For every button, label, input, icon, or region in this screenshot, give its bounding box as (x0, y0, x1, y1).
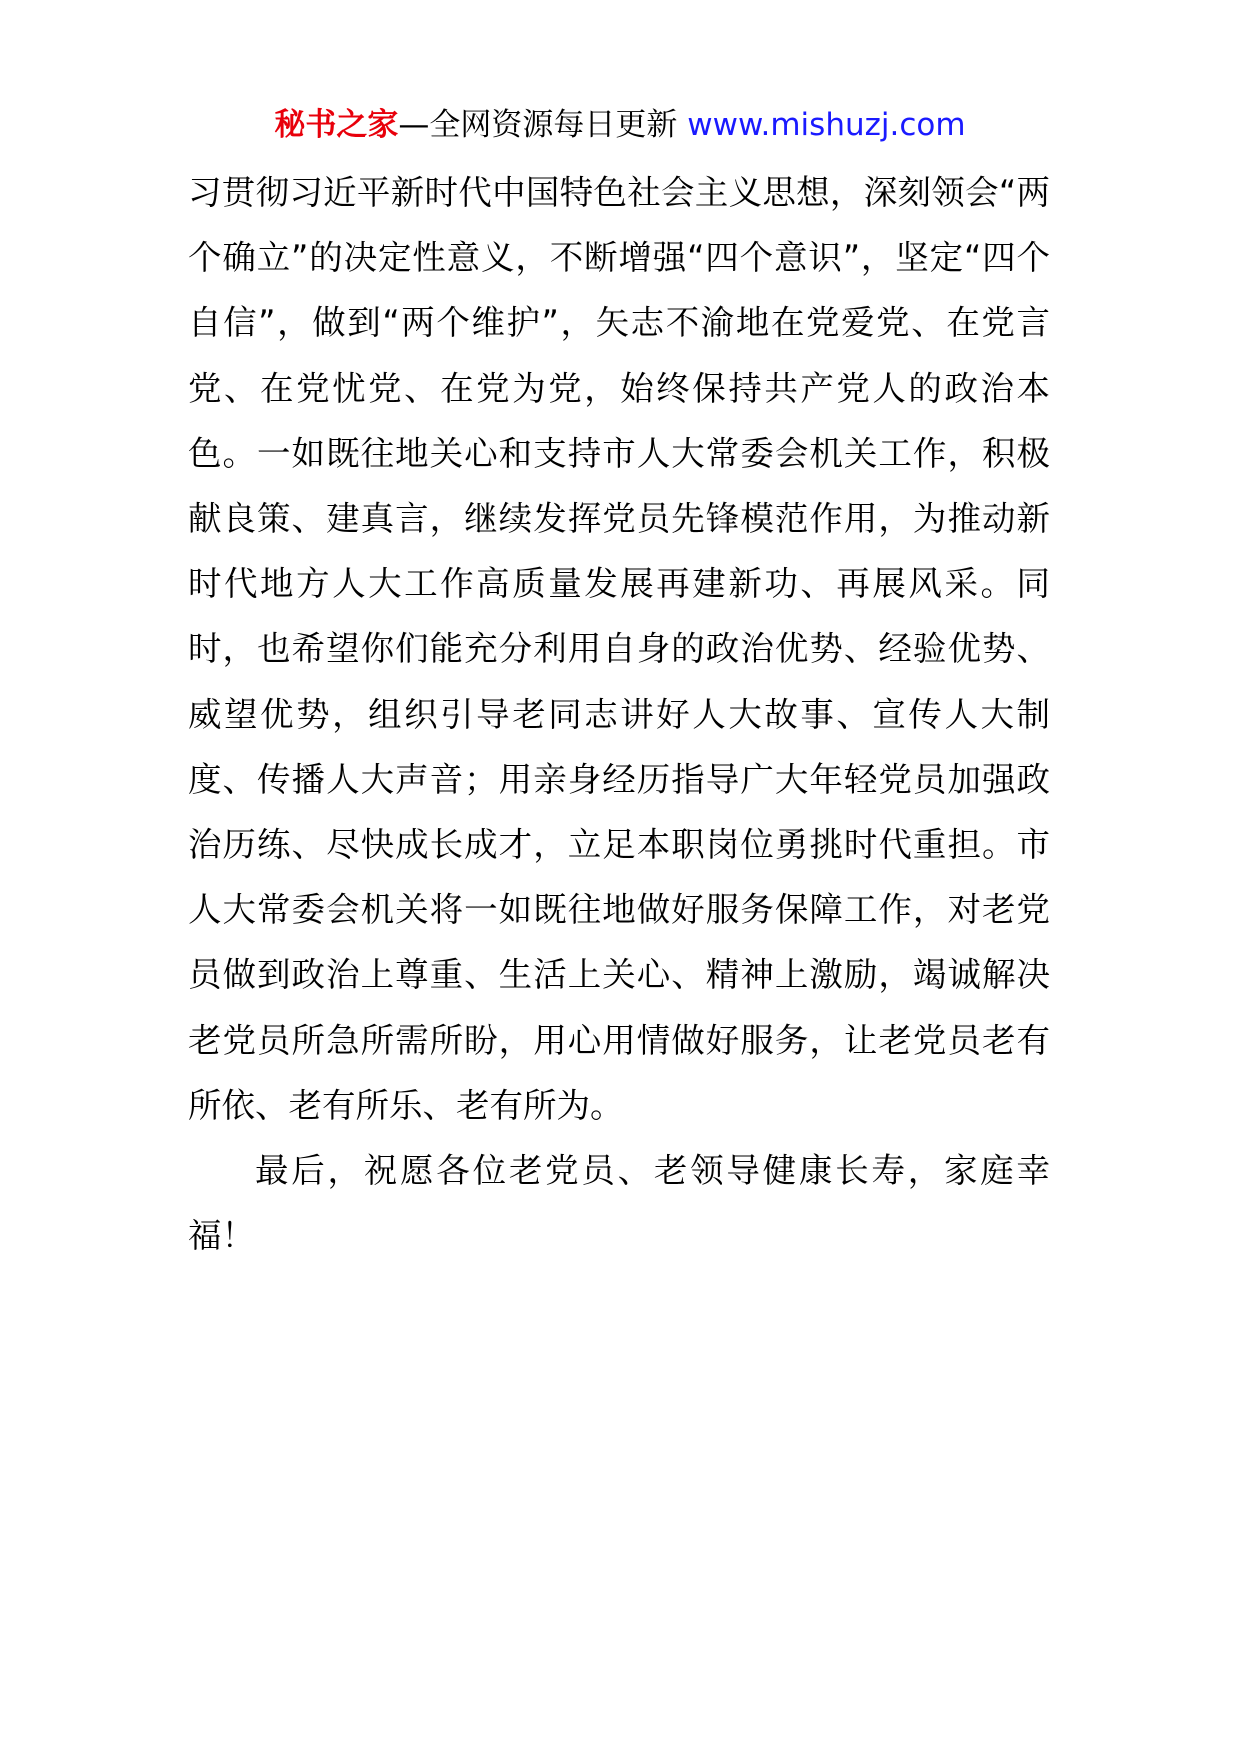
document-body (188, 160, 1050, 1268)
header-tagline: —全网资源每日更新 (398, 107, 678, 143)
site-header (0, 100, 1240, 150)
brand-name: 秘书之家 (274, 107, 399, 143)
closing-paragraph: 最后，祝愿各位老党员、老领导健康长寿，家庭幸福！ (188, 1151, 1050, 1256)
site-url-link[interactable]: www.mishuzj.com (687, 107, 966, 143)
body-paragraph-continued: 习贯彻习近平新时代中国特色社会主义思想，深刻领会“两个确立”的决定性意义，不断增强“四个意识”，坚定“四个自信”，做到“两个维护”，矢志不渝地在党爱党、在党言党、在党忧党、在党为党，始终保持共产党人的政治本色。一如既往地关心和支持市人大常委会机关工作，积极献良策、建真言，继续发挥党员先锋模范作用，为推动新时代地方人大工作高质量发展再建新功、再展风采。同时，也希望你们能充分利用自身的政治优势、经验优势、威望优势，组织引导老同志讲好人大故事、宣传人大制度、传播人大声音；用亲身经历指导广大年轻党员加强政治历练、尽快成长成才，立足本职岗位勇挑时代重担。市人大常委会机关将一如既往地做好服务保障工作，对老党员做到政治上尊重、生活上关心、精神上激励，竭诚解决老党员所急所需所盼，用心用情做好服务，让老党员老有所依、老有所乐、老有所为。 (188, 173, 1050, 1125)
